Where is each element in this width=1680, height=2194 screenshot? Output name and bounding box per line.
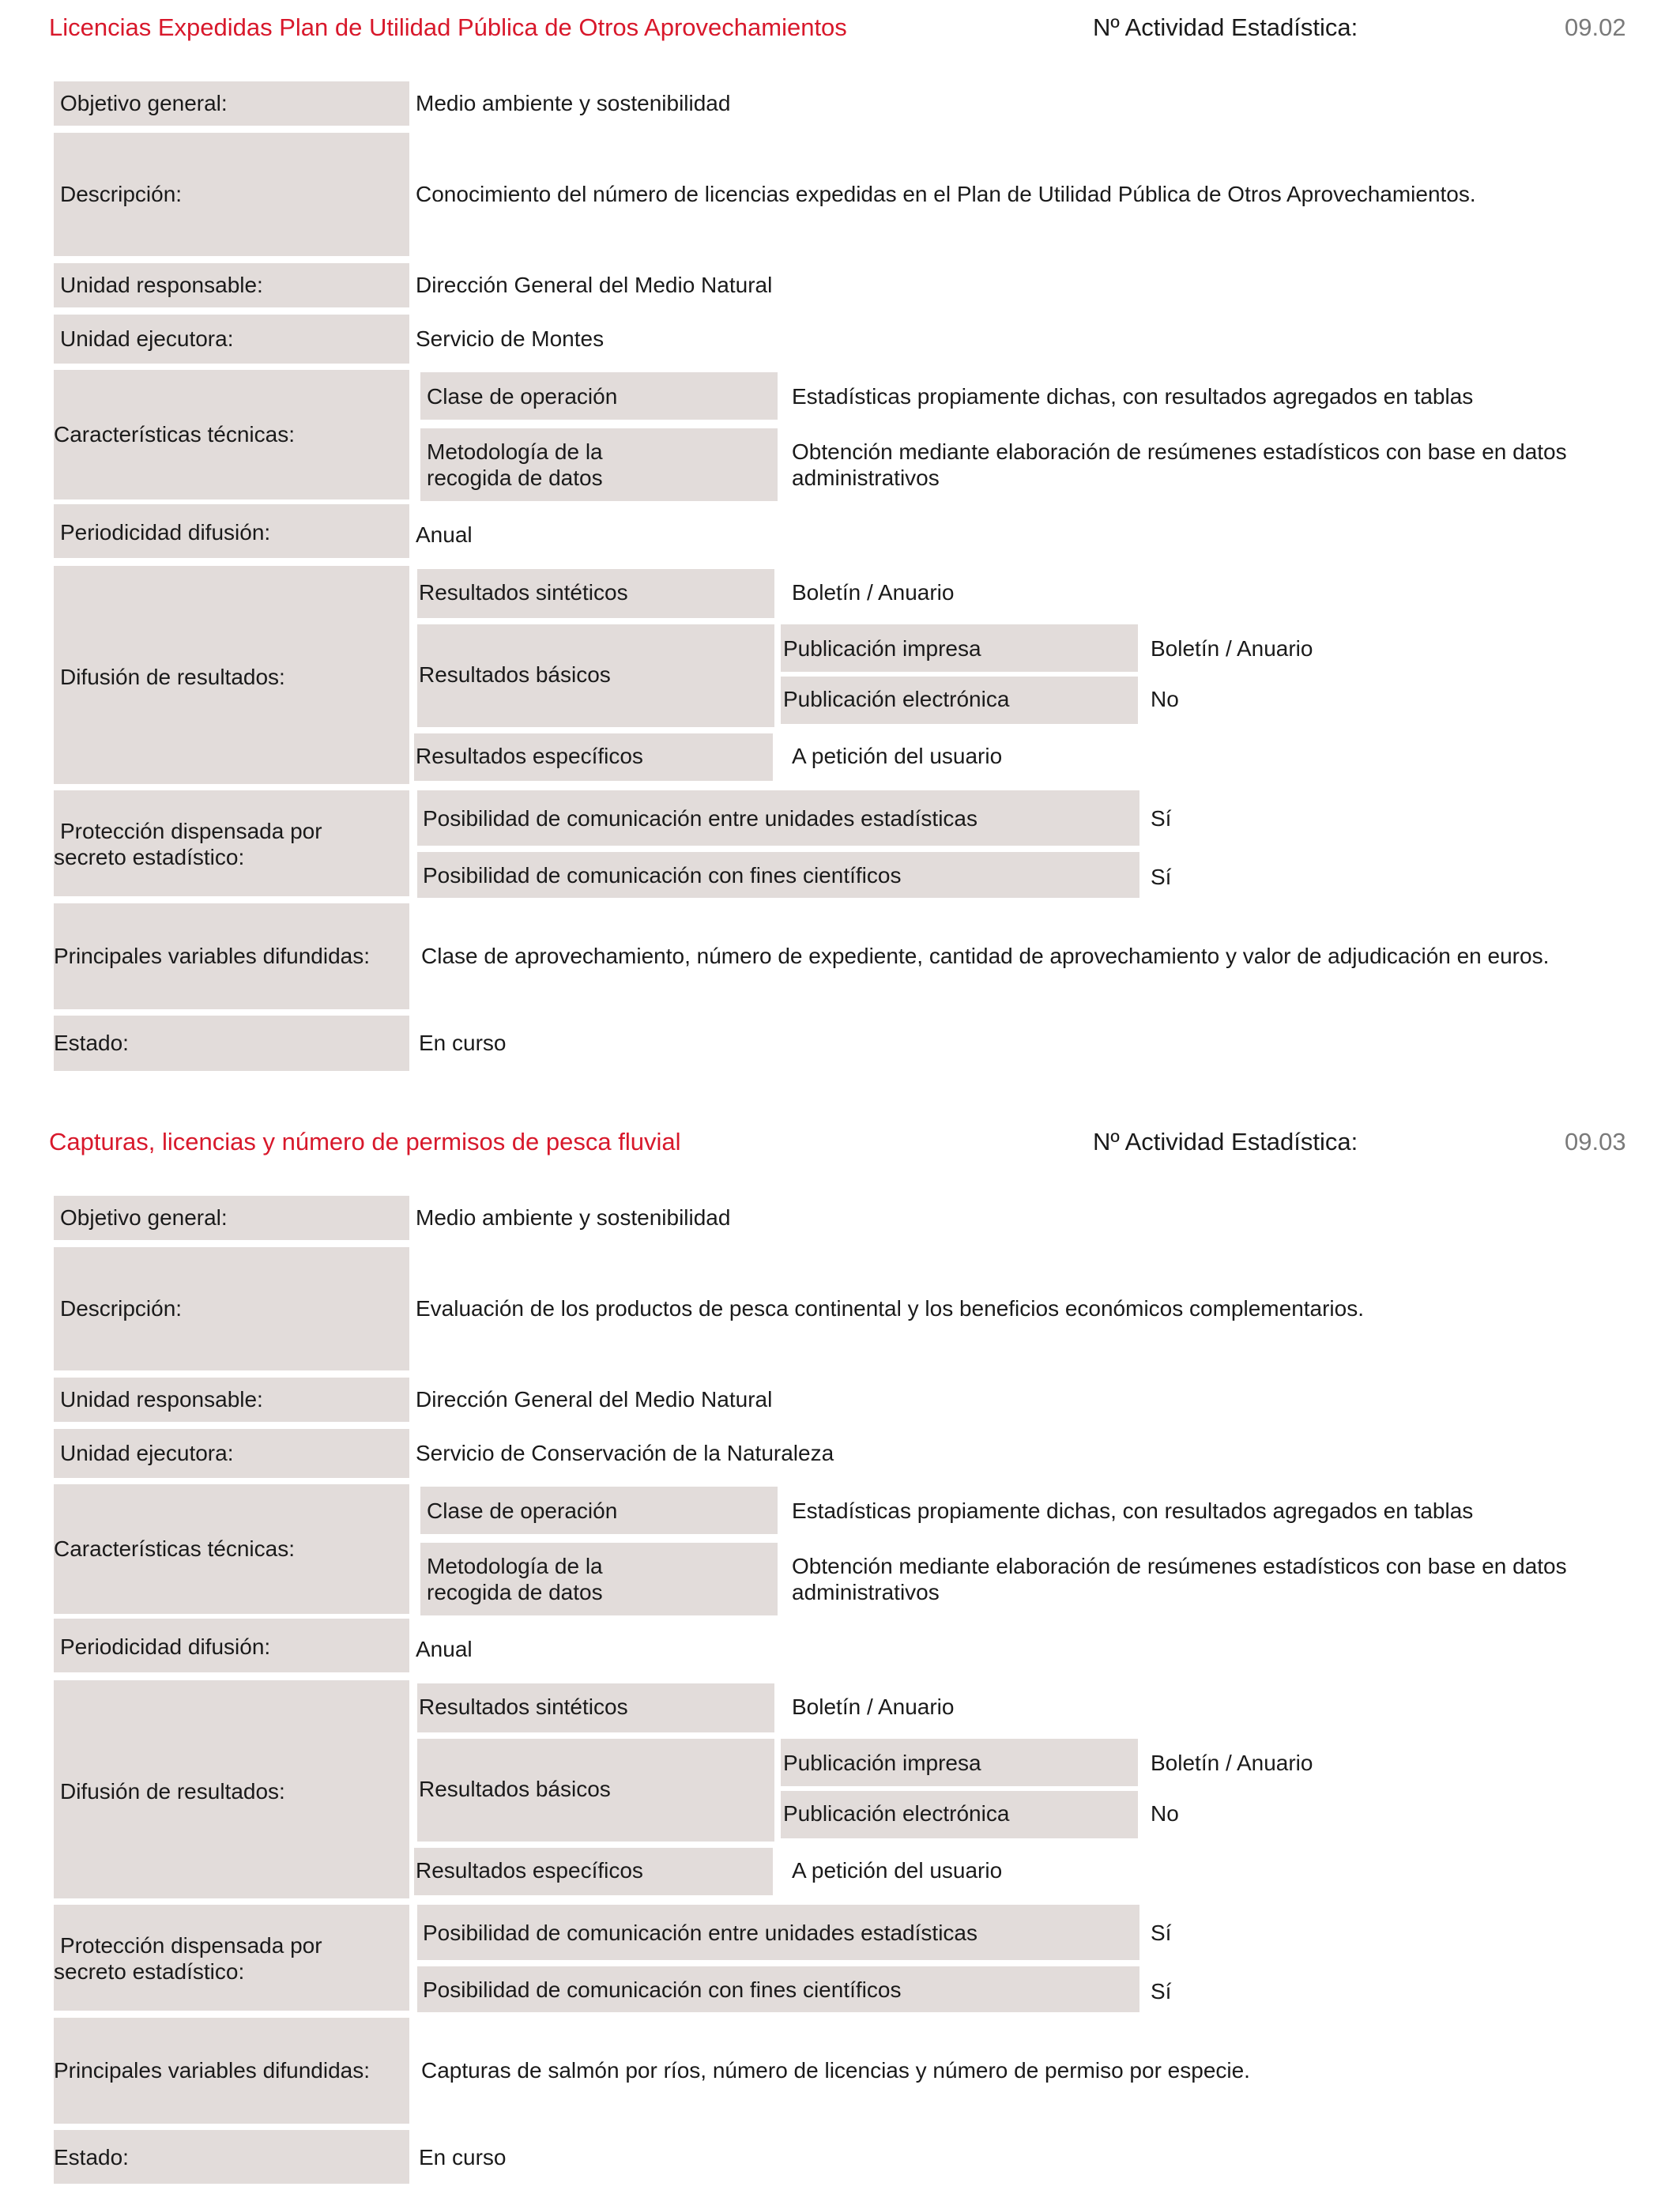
- proteccion-label-line1: Protección dispensada por: [60, 819, 322, 843]
- impresa-label: Publicación impresa: [783, 1751, 981, 1775]
- activity-number-label: Nº Actividad Estadística:: [1093, 13, 1358, 41]
- impresa-value: Boletín / Anuario: [1151, 1751, 1313, 1775]
- electronica-label: Publicación electrónica: [783, 687, 1010, 711]
- sinteticos-value: Boletín / Anuario: [792, 1695, 955, 1719]
- comunicacion-cientificos-value: Sí: [1151, 1979, 1172, 2004]
- metodologia-value-line1: Obtención mediante elaboración de resúmenes estadísticos con base en datos: [792, 1554, 1567, 1578]
- clase-operacion-label: Clase de operación: [427, 384, 618, 409]
- electronica-value: No: [1151, 687, 1179, 711]
- difusion-label: Difusión de resultados:: [60, 1779, 285, 1804]
- objetivo-label: Objetivo general:: [60, 1205, 228, 1230]
- record-0: [0, 0, 1680, 1091]
- especificos-label: Resultados específicos: [416, 744, 643, 768]
- clase-operacion-label: Clase de operación: [427, 1498, 618, 1523]
- descripcion-label: Descripción:: [60, 182, 183, 206]
- basicos-label: Resultados básicos: [419, 662, 611, 687]
- especificos-label: Resultados específicos: [416, 1858, 643, 1883]
- comunicacion-unidades-label: Posibilidad de comunicación entre unidades estadísticas: [423, 806, 977, 831]
- impresa-value: Boletín / Anuario: [1151, 636, 1313, 661]
- sinteticos-value: Boletín / Anuario: [792, 580, 955, 605]
- unidad-ejecutora-value: Servicio de Conservación de la Naturaleza: [416, 1441, 834, 1465]
- comunicacion-cientificos-label: Posibilidad de comunicación con fines científicos: [423, 1977, 902, 2002]
- comunicacion-cientificos-label: Posibilidad de comunicación con fines científicos: [423, 863, 902, 888]
- periodicidad-value: Anual: [416, 522, 473, 547]
- objetivo-value: Medio ambiente y sostenibilidad: [416, 1205, 731, 1230]
- metodologia-value-line2: administrativos: [792, 466, 940, 490]
- variables-value: Capturas de salmón por ríos, número de licencias y número de permiso por especie.: [421, 2058, 1250, 2083]
- objetivo-label: Objetivo general:: [60, 91, 228, 115]
- unidad-responsable-label: Unidad responsable:: [60, 273, 263, 297]
- comunicacion-unidades-value: Sí: [1151, 806, 1172, 831]
- metodologia-value-line2: administrativos: [792, 1580, 940, 1604]
- periodicidad-label: Periodicidad difusión:: [60, 520, 271, 545]
- proteccion-label-line2: secreto estadístico:: [54, 1959, 245, 1984]
- estado-value: En curso: [419, 2145, 507, 2169]
- caracteristicas-label: Características técnicas:: [54, 422, 295, 447]
- metodologia-value-line1: Obtención mediante elaboración de resúmenes estadísticos con base en datos: [792, 439, 1567, 464]
- sinteticos-label: Resultados sintéticos: [419, 580, 628, 605]
- metodologia-label-line2: recogida de datos: [427, 466, 603, 490]
- clase-operacion-value: Estadísticas propiamente dichas, con resultados agregados en tablas: [792, 1498, 1474, 1523]
- descripcion-value: Conocimiento del número de licencias expedidas en el Plan de Utilidad Pública de Otros Aprovechamientos.: [416, 182, 1476, 206]
- electronica-label: Publicación electrónica: [783, 1801, 1010, 1826]
- comunicacion-unidades-value: Sí: [1151, 1921, 1172, 1945]
- unidad-responsable-value: Dirección General del Medio Natural: [416, 1387, 773, 1412]
- especificos-value: A petición del usuario: [792, 1858, 1003, 1883]
- proteccion-label-line2: secreto estadístico:: [54, 845, 245, 869]
- activity-number: 09.03: [1565, 1128, 1626, 1155]
- descripcion-value: Evaluación de los productos de pesca continental y los beneficios económicos complementarios.: [416, 1296, 1365, 1321]
- descripcion-label: Descripción:: [60, 1296, 183, 1321]
- difusion-label: Difusión de resultados:: [60, 665, 285, 689]
- estado-label: Estado:: [54, 1031, 129, 1055]
- metodologia-label-line1: Metodología de la: [427, 439, 603, 464]
- proteccion-label-line1: Protección dispensada por: [60, 1933, 322, 1958]
- unidad-responsable-label: Unidad responsable:: [60, 1387, 263, 1412]
- impresa-label: Publicación impresa: [783, 636, 981, 661]
- caracteristicas-label: Características técnicas:: [54, 1536, 295, 1561]
- activity-number: 09.02: [1565, 13, 1626, 41]
- metodologia-label-line2: recogida de datos: [427, 1580, 603, 1604]
- electronica-value: No: [1151, 1801, 1179, 1826]
- record-1: [0, 1114, 1680, 2194]
- estado-label: Estado:: [54, 2145, 129, 2169]
- especificos-value: A petición del usuario: [792, 744, 1003, 768]
- record-title: Capturas, licencias y número de permisos de pesca fluvial: [49, 1128, 681, 1155]
- estado-value: En curso: [419, 1031, 507, 1055]
- variables-label: Principales variables difundidas:: [54, 944, 370, 968]
- periodicidad-value: Anual: [416, 1637, 473, 1661]
- objetivo-value: Medio ambiente y sostenibilidad: [416, 91, 731, 115]
- variables-label: Principales variables difundidas:: [54, 2058, 370, 2083]
- comunicacion-unidades-label: Posibilidad de comunicación entre unidades estadísticas: [423, 1921, 977, 1945]
- variables-value: Clase de aprovechamiento, número de expediente, cantidad de aprovechamiento y valor de adjudicación en euros.: [421, 944, 1550, 968]
- unidad-ejecutora-value: Servicio de Montes: [416, 326, 605, 351]
- unidad-ejecutora-label: Unidad ejecutora:: [60, 326, 234, 351]
- periodicidad-label: Periodicidad difusión:: [60, 1634, 271, 1659]
- basicos-label: Resultados básicos: [419, 1777, 611, 1801]
- record-title: Licencias Expedidas Plan de Utilidad Pública de Otros Aprovechamientos: [49, 13, 847, 41]
- unidad-responsable-value: Dirección General del Medio Natural: [416, 273, 773, 297]
- activity-number-label: Nº Actividad Estadística:: [1093, 1128, 1358, 1155]
- metodologia-label-line1: Metodología de la: [427, 1554, 603, 1578]
- comunicacion-cientificos-value: Sí: [1151, 865, 1172, 889]
- sinteticos-label: Resultados sintéticos: [419, 1695, 628, 1719]
- clase-operacion-value: Estadísticas propiamente dichas, con resultados agregados en tablas: [792, 384, 1474, 409]
- unidad-ejecutora-label: Unidad ejecutora:: [60, 1441, 234, 1465]
